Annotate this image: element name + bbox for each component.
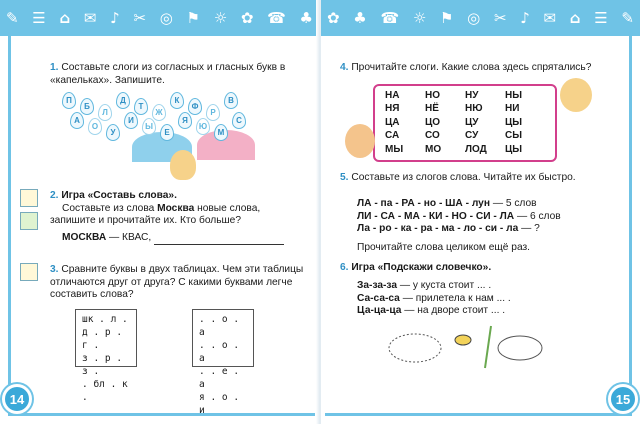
syllable-cell: НЫ bbox=[505, 90, 523, 101]
letter-drop: У bbox=[106, 124, 120, 141]
letter-drop: Б bbox=[80, 98, 94, 115]
task-6-line bbox=[357, 280, 607, 293]
task-4 bbox=[340, 62, 610, 75]
decor-icon: ✿ bbox=[240, 9, 254, 27]
sheep-icon bbox=[389, 334, 441, 362]
line-bold: ЛИ - СА - МА - КИ - НО - СИ - ЛА bbox=[357, 210, 515, 222]
table-a-row: д . р . г . bbox=[82, 327, 123, 351]
letter-drop: Ы bbox=[142, 118, 156, 135]
syllable-cell: ЦЫ bbox=[505, 143, 523, 155]
letter-drop: И bbox=[124, 112, 138, 129]
task-5-line bbox=[357, 211, 607, 224]
task-1-text: Составьте слоги из согласных и гласных букв в «капельках». Запишите. bbox=[50, 62, 286, 86]
example-word: МОСКВА bbox=[62, 232, 107, 243]
page-number-right: 15 bbox=[608, 384, 638, 414]
decor-icon: ✉ bbox=[543, 9, 557, 27]
letter-drop: Р bbox=[206, 104, 220, 121]
decor-icon: ☎ bbox=[380, 9, 400, 27]
syllable-cell: НЮ bbox=[465, 103, 483, 115]
decor-icon: ☼ bbox=[213, 9, 228, 27]
task-6-lines bbox=[357, 280, 607, 318]
decor-icon: ⌂ bbox=[59, 9, 71, 27]
syllable-cell: ЦЫ bbox=[505, 116, 523, 128]
syllable-cell: НЯ bbox=[385, 103, 400, 115]
syllable-cell: СО bbox=[425, 130, 440, 142]
line-rest: — на дворе стоит ... . bbox=[401, 305, 506, 316]
task-5-number: 5. bbox=[340, 172, 349, 183]
syllable-cell: СЫ bbox=[505, 130, 523, 142]
letter-drop: М bbox=[214, 124, 228, 141]
task-6-number: 6. bbox=[340, 262, 349, 273]
decor-icon: ✎ bbox=[621, 9, 634, 27]
left-page bbox=[0, 0, 319, 424]
letters-table-a bbox=[75, 309, 137, 403]
decor-icon: ✂ bbox=[493, 9, 507, 27]
decor-icon: ☎ bbox=[267, 9, 286, 27]
letter-drop: Я bbox=[178, 112, 192, 129]
syllable-cell: ЛОД bbox=[465, 143, 487, 155]
decor-icon: ⚑ bbox=[439, 9, 454, 27]
decor-icon: ✉ bbox=[83, 9, 97, 27]
letter-drop: Ж bbox=[152, 104, 166, 121]
boy-icon bbox=[560, 78, 592, 112]
table-b-row: . . о . а bbox=[199, 340, 240, 364]
decor-icon: ☼ bbox=[412, 9, 427, 27]
line-rest: — ? bbox=[518, 223, 540, 234]
header-band-right bbox=[321, 0, 640, 36]
decor-icon: ✎ bbox=[6, 9, 19, 27]
line-rest: — прилетела к нам ... . bbox=[399, 292, 511, 304]
task-5-line bbox=[357, 223, 607, 236]
decor-icon: ✂ bbox=[133, 9, 147, 27]
table-a-row: шк . л . bbox=[82, 314, 128, 325]
letters-table-b bbox=[192, 309, 254, 416]
syllable-cell: СА bbox=[385, 130, 400, 142]
task-6-title: Игра «Подскажи словечко». bbox=[351, 262, 492, 273]
page-number-left: 14 bbox=[2, 384, 32, 414]
task-1-number: 1. bbox=[50, 62, 59, 73]
task-2 bbox=[50, 190, 305, 228]
decor-icon: ☰ bbox=[594, 9, 608, 27]
goat-icon bbox=[498, 336, 542, 360]
letter-drop: Т bbox=[134, 98, 148, 115]
letter-drop: В bbox=[224, 92, 238, 109]
decor-icon: ♣ bbox=[299, 9, 313, 27]
decor-icon: ♪ bbox=[110, 9, 120, 27]
bush-icon bbox=[485, 326, 491, 368]
decor-icon: ◎ bbox=[467, 9, 481, 27]
task-5 bbox=[340, 172, 610, 185]
line-rest: — у куста стоит ... . bbox=[397, 280, 492, 291]
task-1 bbox=[50, 62, 300, 87]
task-2-example bbox=[62, 232, 302, 245]
table-b-row: я . о . и bbox=[199, 392, 240, 416]
decor-icon: ♪ bbox=[520, 9, 530, 27]
task-5-text: Составьте из слогов слова. Читайте их быстро. bbox=[351, 172, 576, 183]
syllable-cell: ЦУ bbox=[465, 116, 479, 128]
line-bold: За-за-за bbox=[357, 280, 398, 291]
letter-drop: Ю bbox=[196, 118, 210, 135]
decor-icon: ☰ bbox=[32, 9, 46, 27]
letter-drop: Ф bbox=[188, 98, 202, 115]
task-4-text: Прочитайте слоги. Какие слова здесь спрятались? bbox=[351, 62, 592, 73]
syllable-cell: НО bbox=[425, 90, 440, 101]
answer-line bbox=[154, 235, 284, 245]
syllables-table bbox=[373, 84, 557, 162]
line-rest: — 5 слов bbox=[489, 198, 537, 209]
header-decor-icons bbox=[6, 5, 313, 31]
decor-icon: ✿ bbox=[327, 9, 340, 27]
syllable-cell: ЦО bbox=[425, 116, 441, 128]
task-3-number: 3. bbox=[50, 264, 59, 275]
task-5-lines bbox=[357, 198, 607, 236]
letter-drop: Д bbox=[116, 92, 130, 109]
syllable-cell: НА bbox=[385, 90, 400, 101]
pencil-icon-2 bbox=[20, 263, 38, 281]
line-bold: ЛА - па - РА - но - ША - лун bbox=[357, 198, 490, 209]
syllable-cell: МЫ bbox=[385, 143, 404, 155]
table-b-row: . . о . а bbox=[199, 314, 240, 338]
task-4-number: 4. bbox=[340, 62, 349, 73]
letter-drop: О bbox=[88, 118, 102, 135]
syllable-cell: МО bbox=[425, 143, 442, 155]
line-bold: Ца-ца-ца bbox=[357, 305, 402, 316]
letter-drop: Л bbox=[98, 104, 112, 121]
example-rest: — КВАС, bbox=[106, 232, 152, 243]
letter-drop: А bbox=[70, 112, 84, 129]
task-2-number: 2. bbox=[50, 190, 59, 201]
syllable-cell: НУ bbox=[465, 90, 479, 101]
header-band-left bbox=[0, 0, 319, 36]
letter-drop: К bbox=[170, 92, 184, 109]
girl-icon bbox=[345, 124, 375, 158]
task-3-text: Сравните буквы в двух таблицах. Чем эти таблицы отличаются друг от друга? С какими буквами легче составить слова? bbox=[50, 264, 304, 300]
task-6-line bbox=[357, 293, 607, 306]
pair-work-icon bbox=[20, 212, 38, 230]
table-a-row: з . р . з . bbox=[82, 353, 123, 377]
syllable-cell: НЁ bbox=[425, 103, 439, 115]
task-2-text-b: новые слова, запишите и прочитайте их. Кто больше? bbox=[50, 202, 261, 226]
task-6 bbox=[340, 262, 610, 275]
syllable-cell: СУ bbox=[465, 130, 479, 142]
line-bold: Ла - ро - ка - ра - ма - ло - си - ла bbox=[357, 223, 519, 234]
syllable-cell: НИ bbox=[505, 103, 520, 115]
header-decor-icons-right bbox=[327, 5, 634, 31]
decor-icon: ♣ bbox=[353, 9, 367, 27]
syllable-cell: ЦА bbox=[385, 116, 400, 128]
decor-icon: ⚑ bbox=[186, 9, 200, 27]
letter-drop: Е bbox=[160, 124, 174, 141]
line-bold: Са-са-са bbox=[357, 292, 400, 304]
decor-icon: ◎ bbox=[159, 9, 173, 27]
decor-icon: ⌂ bbox=[569, 9, 581, 27]
table-a-row: . бл . к . bbox=[82, 379, 128, 403]
pencil-icon bbox=[20, 189, 38, 207]
task-2-text-a: Составьте из слова bbox=[62, 202, 158, 214]
task-5-note: Прочитайте слова целиком ещё раз. bbox=[357, 242, 531, 253]
task-5-line bbox=[357, 198, 607, 211]
line-rest: — 6 слов bbox=[514, 210, 561, 222]
task-2-title: Игра «Составь слова». bbox=[61, 190, 177, 201]
task-3 bbox=[50, 264, 305, 302]
table-b-row: . . е . а bbox=[199, 366, 240, 390]
letter-drop: С bbox=[232, 112, 246, 129]
task-2-bold-word: Москва bbox=[157, 202, 195, 214]
letter-drop: П bbox=[62, 92, 76, 109]
wasp-icon bbox=[455, 335, 471, 345]
raindrop-letters-illustration bbox=[62, 92, 252, 184]
animals-illustration bbox=[385, 322, 555, 370]
task-6-line bbox=[357, 305, 607, 318]
child-icon bbox=[170, 150, 196, 180]
